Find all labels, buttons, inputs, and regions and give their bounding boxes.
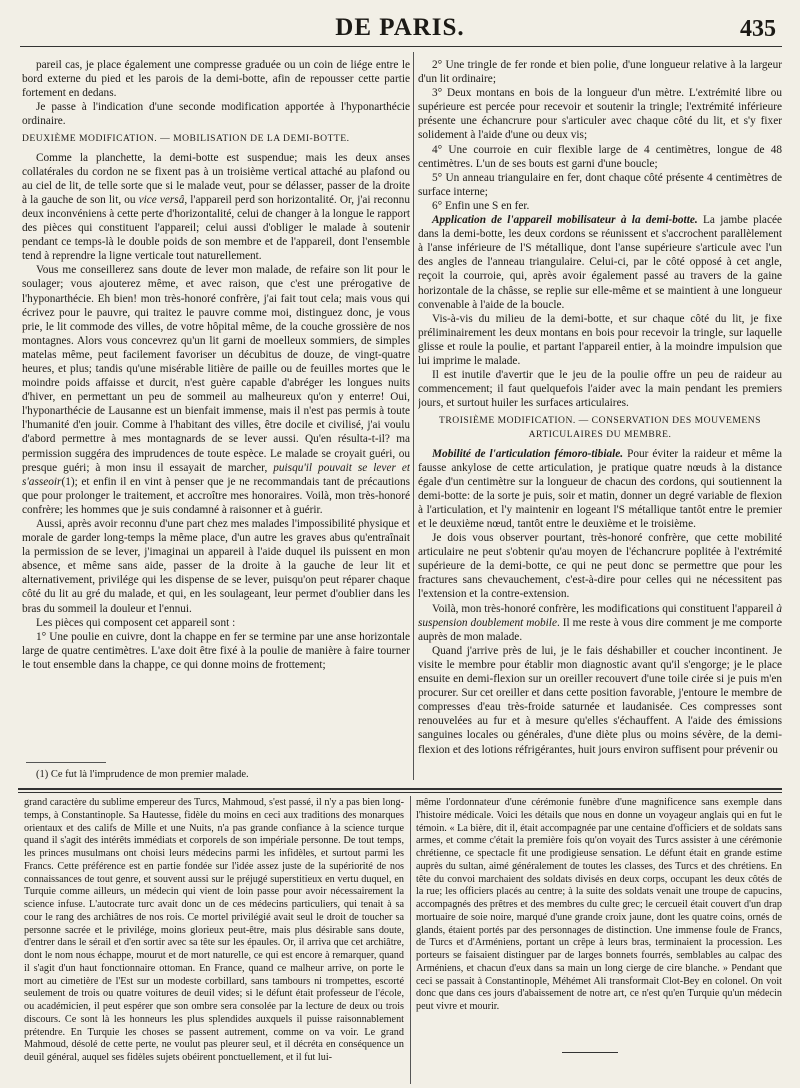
text-run: Comme la planchette, la demi-botte est suspendue; mais les deux anses collatérales du cordon ne se fixent pas à un troisième vertical attaché au plafond ou au ciel de lit, de telle sorte que si le malade veut, pour se délasser, passer de la droite à la gauche de son lit, ou [22, 151, 410, 206]
text-run: . Il me reste à vous dire comment je me comporte auprès de mon malade. [418, 616, 782, 643]
paragraph: pareil cas, je place également une compresse graduée ou un coin de liége entre le bord externe du pied et les parois de la demi-botte, afin de repousser cette partie fortement en dedans. [22, 59, 410, 100]
list-item: 2° Une tringle de fer ronde et bien polie, d'une longueur relative à la largeur d'un lit ordinaire; [418, 59, 782, 86]
text-run: (1); et enfin il en vint à penser que je ne recommandais tant de précautions que pour prolonger le traitement, et accroître mes honoraires. Voilà, mon très-honoré confrère; les hommes que je suis condamné à raisonner et à guérir. [22, 475, 410, 516]
paragraph [418, 602, 782, 644]
inline-title: Application de l'appareil mobilisateur à la demi-botte. [432, 214, 698, 227]
text-run: , l'appareil perd son horizontalité. Or, j'ai reconnu deux inconvéniens à cette perte d'horizontalité, celui de changer à la longue le rapport des pièces qui constituent l'appareil; celui aussi d'obliger le malade à soutenir pendant ce temps-là le double poids de son membre et de l'appareil, dont l'ensemble tend à reprendre la ligne verticale tout naturellement. [22, 193, 410, 263]
page-number: 435 [740, 16, 776, 42]
paragraph: Les pièces qui composent cet appareil sont : [36, 616, 236, 629]
paragraph: Aussi, après avoir reconnu d'une part chez mes malades l'impossibilité physique et morale de garder long-temps la même place, d'un autre les graves abus qu'entraînait la permission de se lever, j'imaginai un appareil à l'aide duquel ils puissent en mon absence, et même sans aide, passer de la droite à la gauche de leur lit et alternativement, privilége qui les dispense de se lever, puisqu'on peut réparer chaque côté du lit au gré du malade, et qui, en les soulageant, leur permet d'oublier dans les bras du sommeil la douleur et l'ennui. [22, 518, 410, 615]
text-run: Voilà, mon très-honoré confrère, les modifications qui constituent l'appareil [432, 602, 774, 615]
paragraph: Je dois vous observer pourtant, très-honoré confrère, que cette mobilité articulaire ne peut s'obtenir qu'au moyen de l'échancrure poplitée à l'extrémité supérieure de la demi-botte, ce qui ne peut donc se permettre que pour les fractures sans chevauchement, c'est-à-dire pour celles qui ne nécessitent pas l'extension et la contre-extension. [418, 532, 782, 601]
list-item: 6° Enfin une S en fer. [432, 199, 530, 212]
feuilleton-rule-thin [18, 792, 782, 793]
paragraph: 1° Une poulie en cuivre, dont la chappe en fer se termine par une anse horizontale large de quatre centimètres. L'axe doit être fixé à la poulie de manière à faire tourner le tout ensemble dans la chappe, ce qui donne moins de frottement; [22, 630, 410, 671]
footnote: (1) Ce fut là l'imprudence de mon premier malade. [36, 769, 249, 780]
paragraph: Quand j'arrive près de lui, je le fais déshabiller et coucher incontinent. Je visite le membre pour établir mon diagnostic avant qu'il s'engorge; je le place ensuite en demi-flexion sur un oreiller recouvert d'une toile cirée si je puis m'en procurer. Sur cet oreiller et dans cette position favorable, j'entoure le membre de compresses d'eau très-froide saturnée et laudanisée. Ces compresses sont renouvelées au fur et à mesure qu'elles s'échauffent. A l'aide des émissions sanguines locales ou générales, d'une diète plus ou moins sévère, de la demi-flexion et des lotions réfrigérantes, huit jours environ suffisent pour prévenir ou [418, 644, 782, 756]
column-divider [413, 52, 414, 780]
left-column [22, 58, 410, 770]
feuilleton-divider [410, 796, 411, 1084]
footnote-rule [26, 762, 106, 763]
italic-run: à suspension doublement mobile [418, 602, 782, 629]
italic-run: puisqu'il pouvait se lever et s'asseoir [22, 461, 410, 488]
feuilleton-rule [18, 788, 782, 790]
feuilleton-right-column [416, 797, 782, 1041]
feuilleton-left-column [24, 797, 404, 1081]
text-run: Vous me conseillerez sans doute de lever mon malade, de refaire son lit pour le soulager; vous ajouterez même, et avec raison, que c'est une prérogative de l'hyponarthécie. Eh bien! mon très-honoré confrère, j'ai fait tout cela; mais vous qui écrivez pour le pauvre, qui traitez le pauvre comme moi, distinguez donc, je vous prie, le lit commode des villes, de votre hôpital même, de la couche grossière de nos montagnes. Alors vous concevrez qu'un lit garni de moelleux sommiers, de simples matelas même, peut facilement favoriser un décubitus de douze, de vingt-quatre heures, et plus; tandis qu'une misérable litière de paille ou de feuilles mortes que le moindre poids affaisse et durcit, n'est guère capable d'abréger les longues nuits d'hiver, en permettant un peu de sommeil au malheureux qu'on y enterre! Oui, l'hyponarthécie de Lausanne est un bienfait immense, mais il n'est pas permis à toute l'humanité d'en jouir. Comme à l'habitant des villes, être docile et civilisé, j'ai voulu d'abord permettre à mes montagnards de se lever aussi. Qu'en résulta-t-il? ma permission suggéra des imprudences de toute espèce. Le malade se croyait guéri, ou presque guéri; à mon insu il essayait de marcher, [22, 264, 410, 474]
paragraph [22, 151, 410, 264]
list-item: 3° Deux montans en bois de la longueur d'un mètre. L'extrémité libre ou supérieure est percée pour recevoir et soutenir la tringle; l'extrémité inférieure présente une échancrure pour s'articuler avec chaque côté du lit, et s'y fixer solidement à l'aide d'une ou deux vis; [418, 87, 782, 142]
inline-title: Mobilité de l'articulation fémoro-tibiale. [432, 447, 624, 460]
paragraph: Vis-à-vis du milieu de la demi-botte, et sur chaque côté du lit, je fixe préliminairement les deux montans en bois pour recevoir la tringle, sur laquelle glisse et roule la poulie, et partant l'appareil entier, à la moindre impulsion que lui imprime le malade. [418, 312, 782, 367]
paragraph: Il est inutile d'avertir que le jeu de la poulie offre un peu de raideur au commencement; il faut quelquefois l'aider avec la main pendant les premiers jours, et surtout huiler les surfaces articulaires. [418, 369, 782, 410]
italic-run: vice versâ [138, 193, 185, 206]
right-column [418, 58, 782, 782]
paragraph: même l'ordonnateur d'une cérémonie funèbre d'une magnificence sans exemple dans l'histoire médicale. Voici les détails que nous en donne un voyageur anglais qui en fut le témoin. « La bière, dit il, était accompagnée par une centaine d'officiers et de soldats sans armes, et comme c'était la première fois qu'on voyait des Turcs assister à une cérémonie chrétienne, ce spectacle fit une prodigieuse sensation. Le défunt était en grande estime auprès du sultan, aimé généralement de toutes les classes, des Turcs et des chrétiens. En tête du convoi marchaient des soldats divisés en deux corps, occupant les deux côtés de la rue; les officiers placés au centre; à la suite des soldats venait une troupe de capucins, accompagnés des prêtres et des membres du culte grec; le cercueil était couvert d'un drap mortuaire de soie noire, marqué d'une grande croix jaune, dont les quatre coins, ornés de glands, étaient portés par des personnages de distinction. Une immense foule de Francs, de Turcs et d'Arméniens, portant un crêpe à leurs bras, terminaient la procession. Les porteurs se faisaient distinguer par de larges bonnets fourrés, semblables au calpac des Arméniens, et chacun d'eux dans sa main un long cierge de cire blanche. » Pendant que ceci se passait à Constantinople, Méhémet Ali transformait Clot-Bey en colonel. On voit donc que dans ces jours d'abaissement de notre art, ce n'est qu'en Turquie qu'un médecin peut vivre et mourir. [416, 797, 782, 1012]
text-run: La jambe placée dans la demi-botte, les deux cordons se réunissent et s'accrochent parallèlement à l'anse inférieure de l'S métallique, dont l'anse supérieure s'articule avec l'un des angles de l'anneau triangulaire. Celui-ci, par le côté opposé à cet angle, reçoit la courroie, qui, après avoir également passé au travers de la gaine horizontale de la châsse, se replie sur elle-même et se maintient à une longueur convenable à l'aide de la boucle. [418, 214, 782, 311]
section-heading-deuxieme: DEUXIÈME MODIFICATION. — MOBILISATION DE LA DEMI-BOTTE. [22, 133, 350, 145]
paragraph [418, 447, 782, 532]
header-rule [20, 46, 782, 47]
paragraph: grand caractère du sublime empereur des Turcs, Mahmoud, s'est passé, il n'y a pas bien long-temps, à Constantinople. Sa Hautesse, fidèle du moins en ceci aux traditions des monarques orientaux et des califs de Mille et une Nuits, n'a pas grande confiance à la science turque quand il s'agit des intérêts immédiats et corporels de son impériale personne. De tout temps, les princes musulmans ont choisi leurs médecins parmi les infidèles, et surtout parmi les Francs. Cette préférence est en partie fondée sur l'idée assez juste de la supériorité de nos connaissances de tout genre, et souvent aussi sur le préjugé superstitieux en vertu duquel, en Turquie comme ailleurs, un médecin qui vient de loin passe pour avoir nécessairement la science infuse. L'autocrate turc avait donc un de ces médecins particuliers, qui tenait à sa cour le rang des archiâtres de nos rois. Ce mortel privilégié avait seul le droit de toucher sa personne sacrée et le privilége, moins glorieux peut-être, mais plus désirable sans doute, d'entrer dans le sérail et d'en sortir avec sa tête sur les épaules. Or, il arriva que cet archiâtre, dont le nom nous échappe, mourut et de mort naturelle, ce qui est encore à remarquer, quand il s'agit d'un haut fonctionnaire ottoman. En France, quand ce malheur arrive, on porte le mort au cimetière de l'Est sur un modeste corbillard, sans tambours ni trompettes, escorté seulement de trois ou quatre voitures de deuil vides; si le défunt était professeur de l'école, ou académicien, il peut espérer que son ombre sera consolée par la lecture de deux ou trois discours. Ce sont là les honneurs les plus splendides auxquels il puisse raisonnablement prétendre. En Turquie les choses se passent autrement, comme on va voir. Le grand Mahmoud, désolé de cette perte, ne voulut pas pleurer seul, et il décréta en conséquence un deuil général, auquel ses fidèles sujets obéirent ponctuellement, et il fut lui- [24, 797, 404, 1063]
end-rule [562, 1052, 618, 1053]
list-item: 4° Une courroie en cuir flexible large de 4 centimètres, longue de 48 centimètres. L'un de ses bouts est garni d'une boucle; [418, 143, 782, 170]
paragraph [22, 263, 410, 517]
paragraph: Je passe à l'indication d'une seconde modification apportée à l'hyponarthécie ordinaire. [22, 101, 410, 128]
running-title: DE PARIS. [335, 14, 465, 41]
list-item: 5° Un anneau triangulaire en fer, dont chaque côté présente 4 centimètres de surface interne; [418, 171, 782, 198]
paragraph [418, 213, 782, 312]
text-run: Pour éviter la raideur et même la fausse ankylose de cette articulation, je pratique quatre nœuds à la distance égale d'un centimètre sur la longueur de chacun des cordons, qui soutiennent la demi-botte: de la sorte je puis, soir et matin, donner un degré variable de flexion à l'articulation, et l'y maintenir en logeant l'S métallique tantôt entre le premier et le deuxième nœud, tantôt entre le deuxième et le troisième. [418, 447, 782, 530]
section-heading-troisieme: TROISIÈME MODIFICATION. — CONSERVATION DES MOUVEMENS ARTICULAIRES DU MEMBRE. [439, 415, 761, 441]
